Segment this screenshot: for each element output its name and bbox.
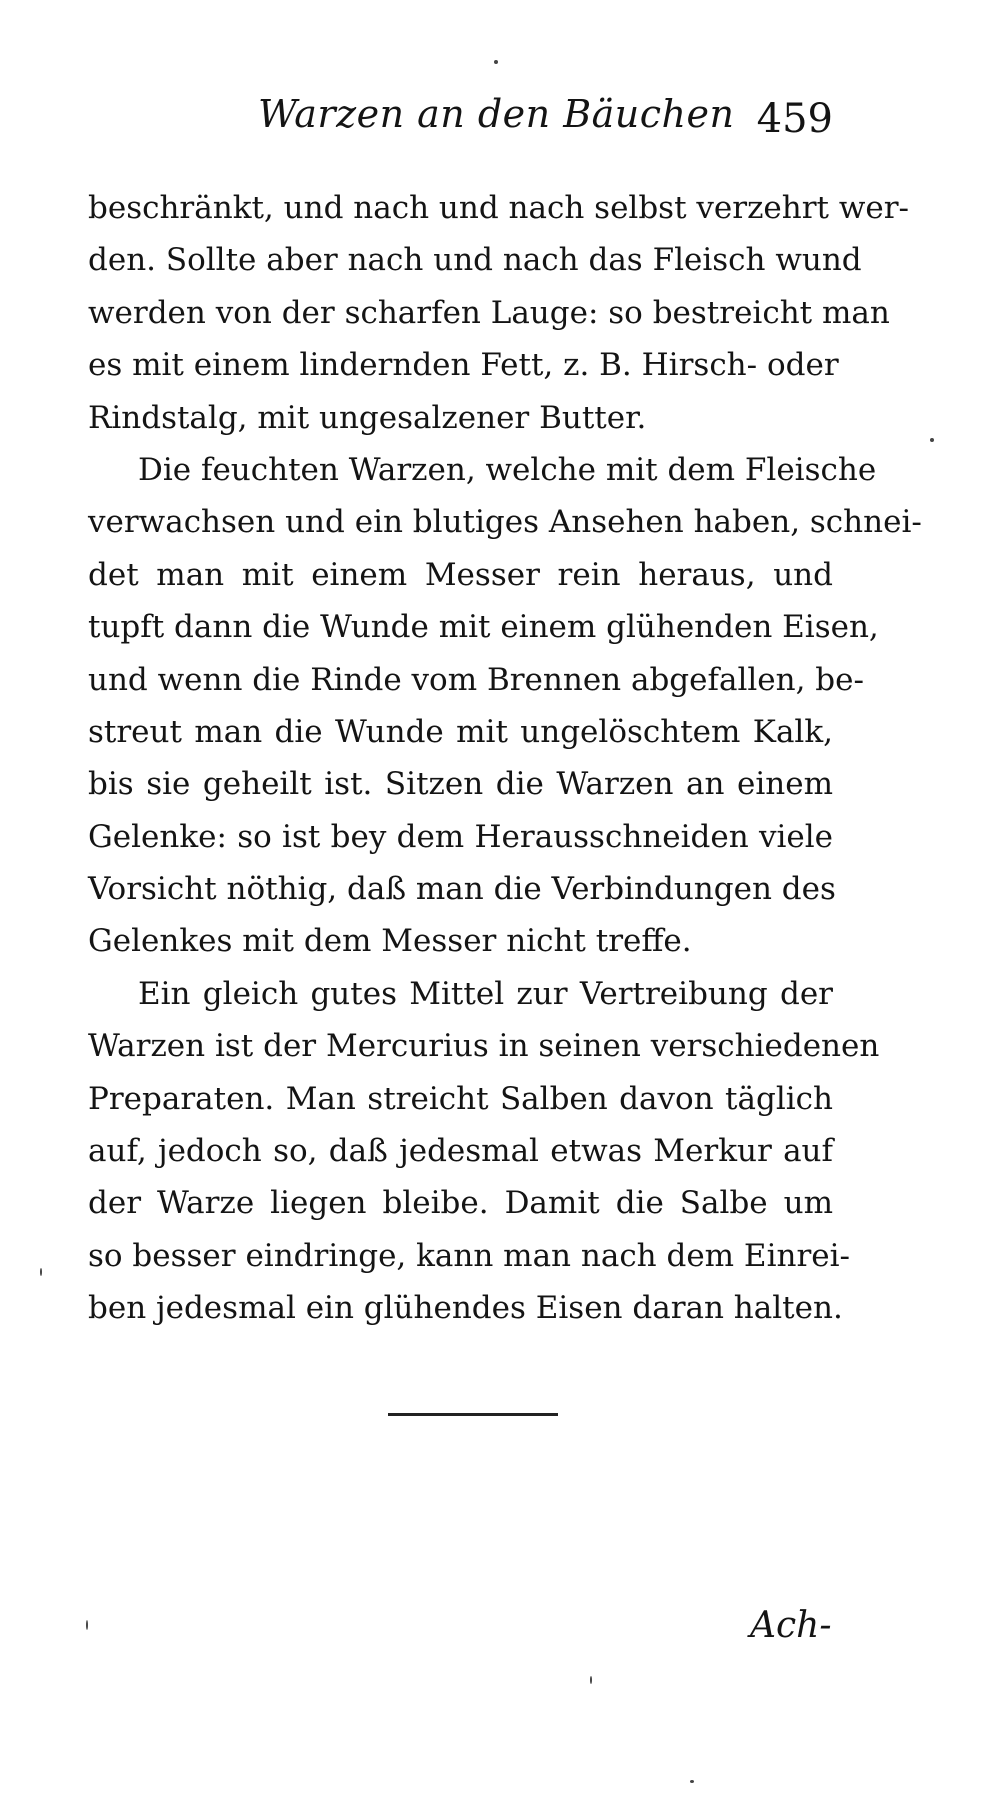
scan-speck: [40, 1268, 42, 1276]
page-number: 459: [756, 96, 833, 142]
text-line: Gelenke: so ist bey dem Herausschneiden viele: [88, 818, 833, 855]
text-line: beschränkt, und nach und nach selbst verzehrt wer-: [88, 190, 910, 226]
scan-speck: [86, 1620, 88, 1630]
text-line: Ein gleich gutes Mittel zur Vertreibung der: [138, 975, 833, 1012]
text-line: tupft dann die Wunde mit einem glühenden Eisen,: [88, 609, 879, 646]
text-line: streut man die Wunde mit ungelöschtem Kalk,: [88, 713, 833, 750]
text-line: werden von der scharfen Lauge: so bestreicht man: [88, 294, 890, 331]
text-line: Warzen ist der Mercurius in seinen verschiedenen: [88, 1028, 880, 1065]
section-end-rule: [388, 1413, 558, 1416]
running-head: [88, 92, 833, 152]
scan-speck: [930, 438, 934, 442]
text-line: bis sie geheilt ist. Sitzen die Warzen an einem: [88, 766, 833, 803]
body-text: [88, 182, 922, 1335]
text-line: Rindstalg, mit ungesalzener Butter.: [88, 399, 647, 436]
text-line: Vorsicht nöthig, daß man die Verbindungen des: [88, 871, 836, 908]
text-line: den. Sollte aber nach und nach das Fleisch wund: [88, 242, 862, 279]
scan-speck: [690, 1780, 694, 1783]
text-line: verwachsen und ein blutiges Ansehen haben, schnei-: [88, 504, 922, 541]
text-line: ben jedesmal ein glühendes Eisen daran halten.: [88, 1290, 843, 1327]
text-line: Preparaten. Man streicht Salben davon täglich: [88, 1080, 833, 1117]
text-line: und wenn die Rinde vom Brennen abgefallen, be-: [88, 661, 864, 698]
text-line: Die feuchten Warzen, welche mit dem Fleische: [138, 451, 877, 488]
scan-speck: [494, 60, 498, 64]
scan-speck: [590, 1676, 592, 1684]
text-line: der Warze liegen bleibe. Damit die Salbe um: [88, 1185, 833, 1222]
running-title: Warzen an den Bäuchen: [258, 92, 735, 136]
text-line: Gelenkes mit dem Messer nicht treffe.: [88, 923, 692, 960]
text-line: so besser eindringe, kann man nach dem Einrei-: [88, 1237, 850, 1274]
text-line: es mit einem lindernden Fett, z. B. Hirsch- oder: [88, 347, 839, 384]
text-line: auf, jedoch so, daß jedesmal etwas Merkur auf: [88, 1133, 833, 1170]
catchword: Ach-: [750, 1605, 832, 1646]
text-line: det man mit einem Messer rein heraus, und: [88, 556, 833, 593]
